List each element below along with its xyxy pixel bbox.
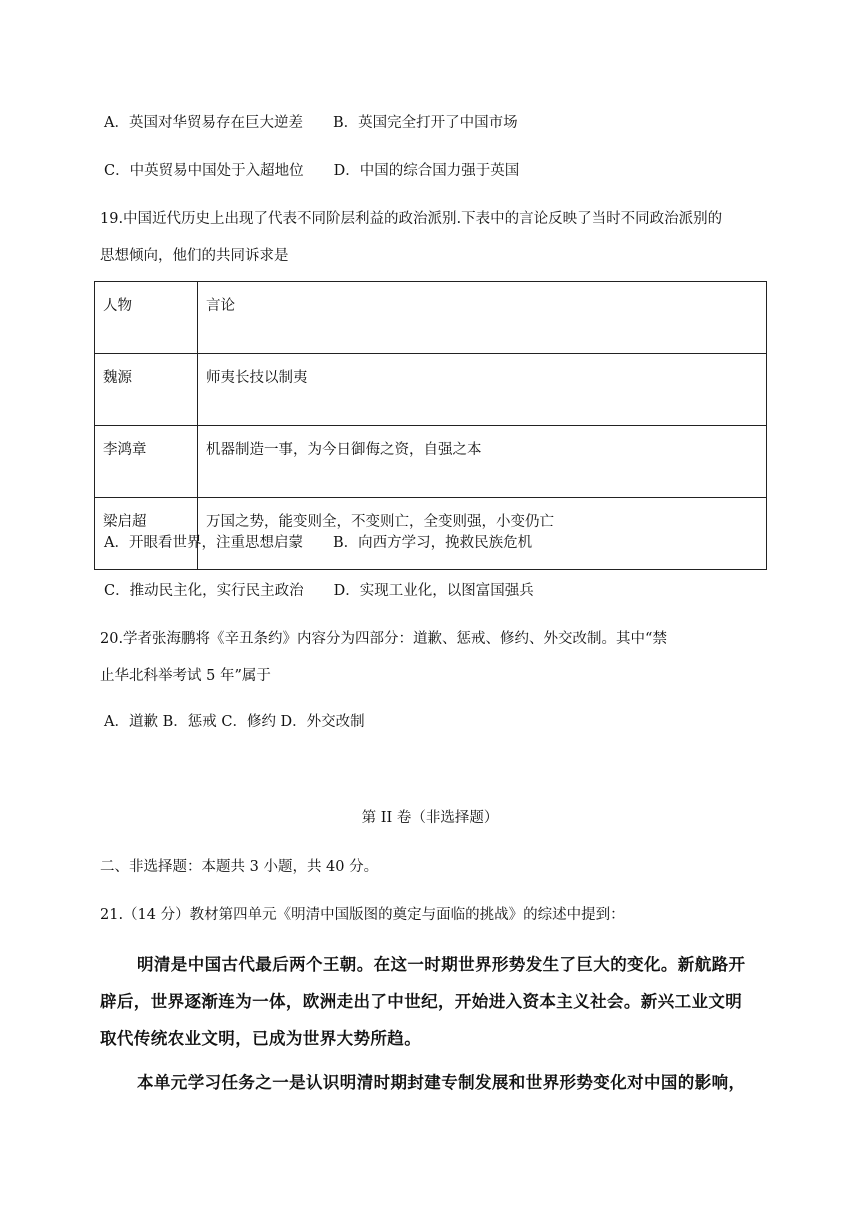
- table-row: [95, 354, 767, 426]
- table-header-row: [95, 282, 767, 354]
- q20-options: A．道歉 B．惩戒 C．修约 D．外交改制: [104, 714, 365, 730]
- q20-stem-line-2: 止华北科举考试 5 年”属于: [100, 668, 271, 684]
- q21-task-line-1: 本单元学习任务之一是认识明清时期封建专制发展和世界形势变化对中国的影响，: [137, 1073, 746, 1092]
- section-heading: 二、非选择题：本题共 3 小题，共 40 分。: [100, 859, 379, 875]
- table-cell-person: 魏源: [95, 354, 198, 426]
- q19-options-row-1: [104, 531, 532, 552]
- table-header-person: 人物: [95, 282, 198, 354]
- q21-quote-line-1: 明清是中国古代最后两个王朝。在这一时期世界形势发生了巨大的变化。新航路开: [137, 955, 746, 974]
- part-two-title: 第 II 卷（非选择题）: [361, 810, 499, 826]
- q18-option-b: B．英国完全打开了中国市场: [332, 115, 518, 131]
- q21-quote-line-3: 取代传统农业文明，已成为世界大势所趋。: [100, 1029, 422, 1048]
- q18-options-row-2: [104, 159, 519, 180]
- q18-options-row-1: [104, 111, 518, 132]
- table-row: [95, 426, 767, 498]
- table-cell-person: 李鸿章: [95, 426, 198, 498]
- q19-stem-line-1: 19.中国近代历史上出现了代表不同阶层利益的政治派别.下表中的言论反映了当时不同政治派别的: [100, 211, 723, 227]
- q20-stem-line-1: 20.学者张海鹏将《辛丑条约》内容分为四部分：道歉、惩戒、修约、外交改制。其中“禁: [100, 631, 667, 647]
- q19-stem-line-2: 思想倾向，他们的共同诉求是: [100, 248, 289, 264]
- table-header-quote: 言论: [198, 282, 767, 354]
- q18-option-c: C．中英贸易中国处于入超地位: [104, 163, 304, 179]
- q21-quote-line-2: 辟后，世界逐渐连为一体，欧洲走出了中世纪，开始进入资本主义社会。新兴工业文明: [100, 992, 743, 1011]
- q19-quote-table: [94, 281, 767, 570]
- table-cell-person: 梁启超: [95, 498, 198, 570]
- q19-options-row-2: [104, 579, 534, 600]
- q19-option-d: D．实现工业化，以图富国强兵: [333, 583, 534, 599]
- table-cell-quote: 机器制造一事，为今日御侮之资，自强之本: [198, 426, 767, 498]
- q18-option-d: D．中国的综合国力强于英国: [333, 163, 520, 179]
- table-cell-quote: 万国之势，能变则全，不变则亡，全变则强，小变仍亡: [198, 498, 767, 570]
- q19-option-c: C．推动民主化，实行民主政治: [104, 583, 304, 599]
- q19-option-b: B．向西方学习，挽救民族危机: [332, 535, 533, 551]
- q19-option-a: A．开眼看世界，注重思想启蒙: [104, 535, 303, 551]
- table-cell-quote: 师夷长技以制夷: [198, 354, 767, 426]
- q21-stem: 21.（14 分）教材第四单元《明清中国版图的奠定与面临的挑战》的综述中提到：: [100, 907, 625, 923]
- q18-option-a: A．英国对华贸易存在巨大逆差: [104, 115, 303, 131]
